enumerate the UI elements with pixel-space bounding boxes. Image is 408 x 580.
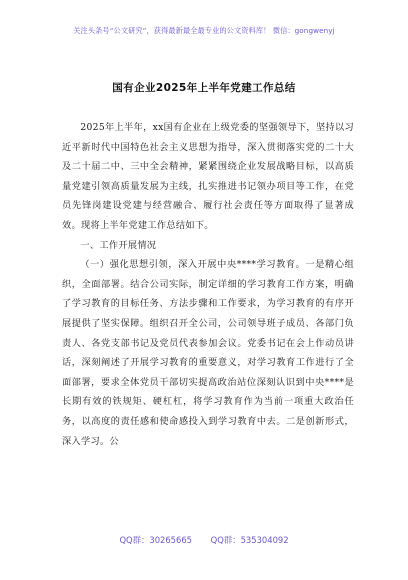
intro-paragraph: 2025年上半年，xx国有企业在上级党委的坚强领导下，坚持以习近平新时代中国特色社会主义思想为指导，深入贯彻落实党的二十大及二十届二中、三中全会精神，紧紧围绕企业发展战略目标，以高质量党建引领高质量发展为主线，扎实推进书记领办项目等工作，在党员先锋岗建设党建与经营融合、履行社会责任等方面取得了显著成效。现将上半年党建工作总结如下。	[62, 122, 354, 231]
section-heading: 一、工作开展情况	[80, 239, 157, 251]
footer-qq-group-1: QQ群：30265665	[119, 535, 192, 545]
footer-qq-group-2: QQ群：535304092	[210, 535, 289, 545]
body-paragraph: （一）强化思想引领，深入开展中央****学习教育。一是精心组织，全面部署。结合公司实际，制定详细的学习教育工作方案，明确了学习教育的目标任务、方法步骤和工作要求，为学习教育的有序开展提供了坚实保障。组织召开全公司，公司领导班子成员、各部门负责人、各党支部书记及党员代表参加会议。党委书记在会上作动员讲话，深刻阐述了开展学习教育的重要意义，对学习教育工作进行了全面部署，要求全体党员干部切实提高政治站位深刻认识到中央****是长期有效的铁规矩、硬杠杠，将学习教育作为当前一项重大政治任务，以高度的责任感和使命感投入到学习教育中去。二是创新形式，深入学习。公	[62, 259, 354, 447]
document-body	[62, 118, 354, 451]
header-banner: 关注头条号“公文研究”，获得最新最全最专业的公文资料库！ 微信：gongwenyj	[73, 26, 335, 35]
document-title: 国有企业2025年上半年党建工作总结	[112, 82, 296, 94]
footer-qq-groups	[0, 534, 408, 546]
